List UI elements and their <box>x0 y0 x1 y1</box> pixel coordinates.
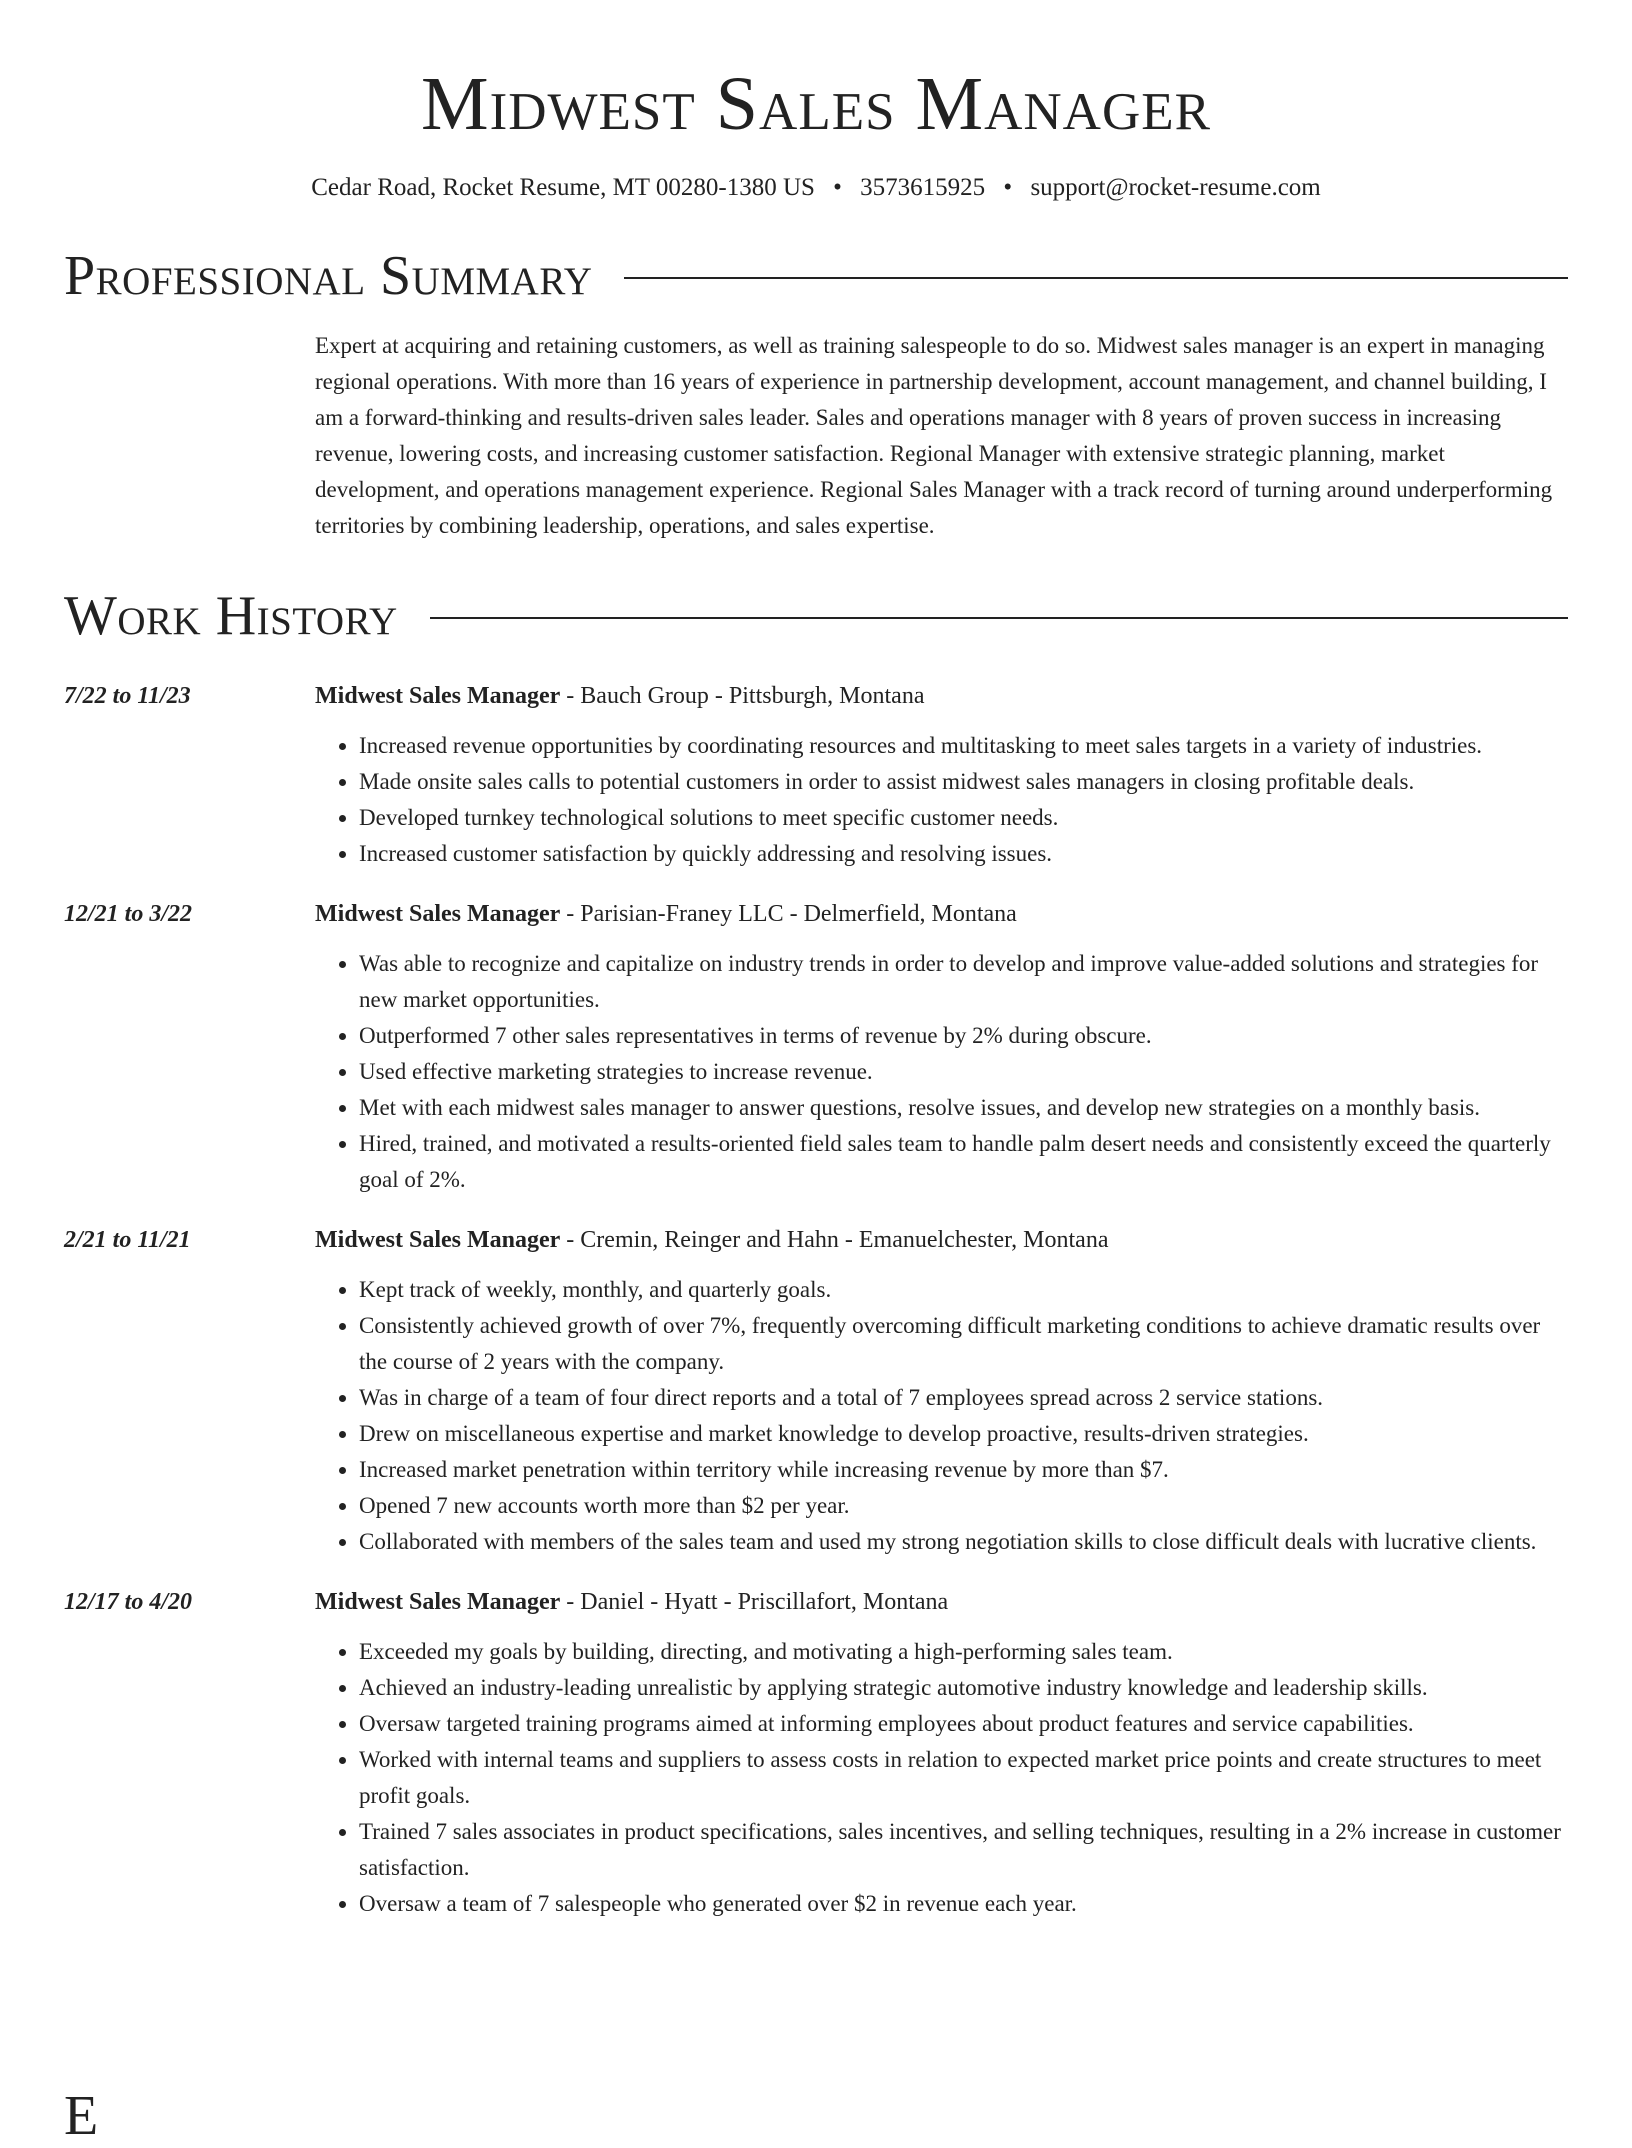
job-title-line <box>315 678 1568 714</box>
work-section-title: Work History <box>64 585 398 647</box>
job-bullet-list <box>315 946 1568 1198</box>
job-dates: 12/17 to 4/20 <box>64 1589 193 1615</box>
job-body <box>315 1584 1568 1922</box>
summary-section-title: Professional Summary <box>64 245 593 307</box>
contact-address: Cedar Road, Rocket Resume, MT 00280-1380 US <box>311 174 815 201</box>
job-bullet: • Oversaw targeted training programs aimed at informing employees about product features and service capabilities. <box>359 1706 1568 1742</box>
job-bullet: • Drew on miscellaneous expertise and market knowledge to develop proactive, results-driven strategies. <box>359 1416 1568 1452</box>
job-bullet: • Increased customer satisfaction by quickly addressing and resolving issues. <box>359 836 1568 872</box>
job-entry <box>64 1222 1568 1560</box>
contact-separator: • <box>833 174 842 201</box>
job-bullet: • Kept track of weekly, monthly, and quarterly goals. <box>359 1272 1568 1308</box>
job-bullet: • Exceeded my goals by building, directing, and motivating a high-performing sales team. <box>359 1634 1568 1670</box>
job-role: Midwest Sales Manager <box>315 683 561 709</box>
job-company-location: - Daniel - Hyatt - Priscillafort, Montana <box>560 1589 949 1615</box>
job-body <box>315 896 1568 1198</box>
job-bullet: • Achieved an industry-leading unrealistic by applying strategic automotive industry knowledge and leadership skills. <box>359 1670 1568 1706</box>
job-bullet: • Increased market penetration within territory while increasing revenue by more than $7. <box>359 1452 1568 1488</box>
job-bullet: • Opened 7 new accounts worth more than $2 per year. <box>359 1488 1568 1524</box>
job-bullet: • Made onsite sales calls to potential customers in order to assist midwest sales managers in closing profitable deals. <box>359 764 1568 800</box>
job-role: Midwest Sales Manager <box>315 901 561 927</box>
job-bullet: • Hired, trained, and motivated a results-oriented field sales team to handle palm desert needs and consistently exceed the quarterly goal of 2%. <box>359 1126 1568 1198</box>
job-company-location: - Parisian-Franey LLC - Delmerfield, Montana <box>560 901 1017 927</box>
job-dates: 7/22 to 11/23 <box>64 683 191 709</box>
job-bullet: • Increased revenue opportunities by coordinating resources and multitasking to meet sales targets in a variety of industries. <box>359 728 1568 764</box>
job-entry <box>64 678 1568 872</box>
job-bullet: • Met with each midwest sales manager to answer questions, resolve issues, and develop new strategies on a monthly basis. <box>359 1090 1568 1126</box>
job-title-line <box>315 1584 1568 1620</box>
job-role: Midwest Sales Manager <box>315 1589 561 1615</box>
job-body <box>315 678 1568 872</box>
job-company-location: - Bauch Group - Pittsburgh, Montana <box>560 683 925 709</box>
work-history-list <box>64 678 1568 1922</box>
contact-separator: • <box>1003 174 1013 201</box>
job-title-line <box>315 896 1568 932</box>
job-bullet: • Trained 7 sales associates in product specifications, sales incentives, and selling techniques, resulting in a 2% increase in customer satisfaction. <box>359 1814 1568 1886</box>
job-bullet: • Developed turnkey technological solutions to meet specific customer needs. <box>359 800 1568 836</box>
summary-section-header <box>64 244 1568 308</box>
job-bullet: • Was in charge of a team of four direct reports and a total of 7 employees spread across 2 service stations. <box>359 1380 1568 1416</box>
contact-phone: 3573615925 <box>860 174 986 201</box>
job-bullet: • Worked with internal teams and suppliers to assess costs in relation to expected market price points and create structures to meet profit goals. <box>359 1742 1568 1814</box>
job-dates: 12/21 to 3/22 <box>64 901 193 927</box>
job-title-line <box>315 1222 1568 1258</box>
job-body <box>315 1222 1568 1560</box>
job-bullet-list <box>315 1272 1568 1560</box>
job-bullet-list <box>315 728 1568 872</box>
work-section-header <box>64 584 1568 648</box>
job-bullet: • Outperformed 7 other sales representatives in terms of revenue by 2% during obscure. <box>359 1018 1568 1054</box>
job-entry <box>64 896 1568 1198</box>
section-divider <box>624 277 1568 279</box>
job-entry <box>64 1584 1568 1922</box>
contact-email: support@rocket-resume.com <box>1030 174 1321 201</box>
resume-page <box>64 0 1568 1922</box>
section-divider <box>430 617 1568 619</box>
job-bullet: • Used effective marketing strategies to increase revenue. <box>359 1054 1568 1090</box>
next-section-title: E <box>64 2085 99 2147</box>
job-company-location: - Cremin, Reinger and Hahn - Emanuelchester, Montana <box>560 1227 1109 1253</box>
job-bullet: • Consistently achieved growth of over 7%, frequently overcoming difficult marketing conditions to achieve dramatic results over the course of 2 years with the company. <box>359 1308 1568 1380</box>
job-bullet: • Collaborated with members of the sales team and used my strong negotiation skills to close difficult deals with lucrative clients. <box>359 1524 1568 1560</box>
job-dates: 2/21 to 11/21 <box>64 1227 191 1253</box>
contact-line <box>64 172 1568 204</box>
job-bullet-list <box>315 1634 1568 1922</box>
job-bullet: • Was able to recognize and capitalize on industry trends in order to develop and improve value-added solutions and strategies for new market opportunities. <box>359 946 1568 1018</box>
job-role: Midwest Sales Manager <box>315 1227 561 1253</box>
resume-name: Midwest Sales Manager <box>421 62 1211 146</box>
job-bullet: • Oversaw a team of 7 salespeople who generated over $2 in revenue each year. <box>359 1886 1568 1922</box>
summary-text: Expert at acquiring and retaining customers, as well as training salespeople to do so. Midwest sales manager is an expert in managing regional operations. With more than 16 years of experience in partnership development, account management, and channel building, I am a forward-thinking and results-driven sales leader. Sales and operations manager with 8 years of proven success in increasing revenue, lowering costs, and increasing customer satisfaction. Regional Manager with extensive strategic planning, market development, and operations management experience. Regional Sales Manager with a track record of turning around underperforming territories by combining leadership, operations, and sales expertise. <box>315 333 1553 538</box>
